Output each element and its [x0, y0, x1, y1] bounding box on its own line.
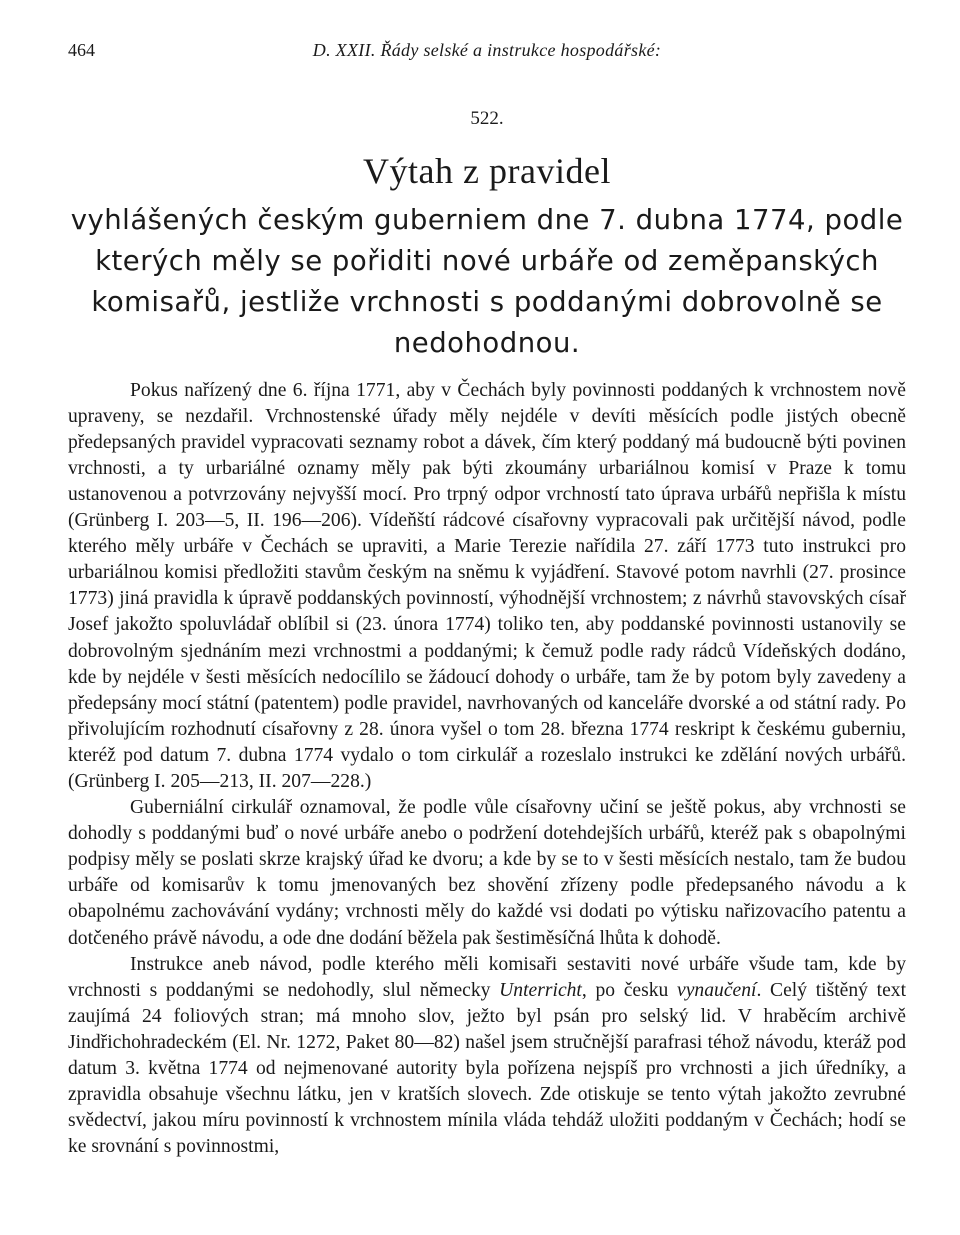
- document-subtitle: vyhlášených českým guberniem dne 7. dubna 1774, podle kterých měly se pořiditi nové urbáře od zeměpanských komisařů, jestliže vrchnosti s poddanými dobrovolně se nedohodnou.: [70, 203, 904, 359]
- paragraph-2: Guberniální cirkulář oznamoval, že podle vůle císařovny učiní se ještě pokus, aby vrchnosti se dohodly s poddanými buď o nové urbáře anebo o podržení dotehdejších urbářů, kteréž pak s obapolnými podpisy měly se poslati skrze krajský úřad ke dvoru; a kde by se to v šesti měsících nestalo, tam že budou urbáře od komisarův k tomu jmenovaných bez shovění zřízeny podle předepsaného návodu a k obapolnému zachovávání vydány; vrchnosti měly do každé vsi dodati po výtisku nařizovacího patentu a dotčeného právě návodu, a ode dne dodání běžela pak šestiměsíčná lhůta k dohodě.: [68, 797, 906, 949]
- term-unterricht: Unterricht: [499, 979, 582, 1001]
- paragraph-1: Pokus nařízený dne 6. října 1771, aby v Čechách byly povinnosti poddaných k vrchnostem nově upraveny, se nezdařil. Vrchnostenské úřady měly nejdéle v devíti měsících podle jistých obecně předepsaných pravidel vypracovati seznamy robot a dávek, čím který poddaný má budoucně býti povinen vrchnosti, a ty urbariálné oznamy měly pak býti zkoumány urbariálnou komisí v Praze k tomu ustanovenou a potvrzovány nejvyšší mocí. Pro trpný odpor vrchností tato úprava urbářů nepřišla k místu (Grünberg I. 203—5, II. 196—206). Vídeňští rádcové císařovny vypracovali pak určitější návod, podle kterého měly urbáře v Čechách se upraviti, a Marie Terezie nařídila 27. září 1773 tuto instrukci pro urbariálnou komisi předložiti stavům českým na sněmu k vyjádření. Stavové potom navrhli (27. prosince 1773) jiná pravidla k úpravě poddanských povinností, výhodnější vrchnostem; z návrhů stavovských císař Josef jakožto spoluvládař oblíbil si (23. února 1774) toliko ten, aby poddanské povinnosti ustanovily se dobrovolným sjednáním mezi vrchnostmi a poddanými; k čemuž podle rady rádců Vídeňských dodáno, kde by nejdéle v šesti měsících nedocílilo se žádoucí dohody o urbáře, tam že by potom byly zavedeny a předepsány mocí státní (patentem) podle pravidel, navrhovaných od kanceláře dvorské a od státní rady. Po přivolujícím rozhodnutí císařovny z 28. února vyšel o tom 28. března 1774 reskript k českému guberniu, kteréž pod datum 7. dubna 1774 vydalo o tom cirkulář a rozeslalo instrukci ke zdělání nových urbářů. (Grünberg I. 205—213, II. 207—228.): [68, 379, 906, 792]
- page-number: 464: [68, 40, 95, 60]
- paragraph-3-end: . Celý tištěný text zaujímá 24 foliových stran; má mnoho slov, ježto byl psán pro selský lid. V hraběcím archivě Jindřichohradeckém (El. Nr. 1272, Paket 80—82) našel jsem stručnější parafrasi téhož návodu, kteráž pod datum 3. května 1774 od nejmenované autority byla pořízena nejspíš pro vrchnosti a jich úředníky, a zpravidla obsahuje všechnu látku, jen v kratších slovech. Zde otiskuje se tento výtah jakožto zevrubné svědectví, jakou míru povinností k vrchnostem mínila vláda tehdáž uložiti poddaným v Čechách; hodí se ke srovnání s povinnostmi,: [68, 979, 907, 1158]
- book-page: [68, 40, 906, 1160]
- term-vynauceni: vynaučení: [677, 979, 757, 1001]
- paragraph-3-start: Instrukce aneb návod, podle kterého měli komisaři sestaviti nové urbáře všude tam, kde by vrchnosti s poddanými se nedohodly, slul německy: [68, 953, 906, 1001]
- running-title: D. XXII. Řády selské a instrukce hospodářské:: [312, 40, 662, 60]
- running-header: [68, 40, 906, 68]
- paragraph-3: [68, 952, 906, 1161]
- document-title: Výtah z pravidel: [363, 151, 611, 191]
- introduction-text: [68, 378, 906, 1161]
- document-number: 522.: [470, 108, 504, 129]
- paragraph-3-middle: , po česku: [581, 979, 669, 1001]
